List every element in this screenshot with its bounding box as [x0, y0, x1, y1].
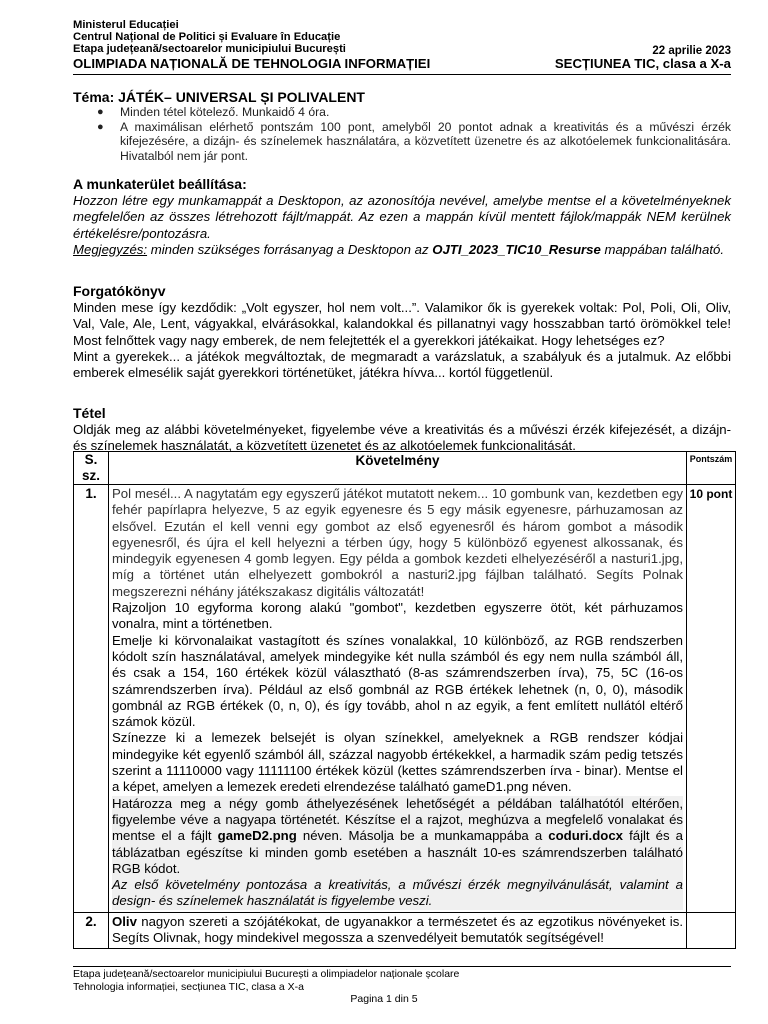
task-block: [73, 405, 731, 455]
requirement-paragraph: Emelje ki körvonalaikat vastagított és színes vonalakkal, 10 különböző, az RGB rendszerben kódolt szín használatával, amelyek mindegyike két nulla számból és egy nem nulla számból áll, és csak a 154, 160 értékek közül választható (8-as számrendszerben írva), 75, 5C (16-os számrendszerben írva). Például az első gombnál az RGB értékek lehetnek (n, 0, 0), második gombnál az RGB értékek (0, n, 0), és így tovább, ahol n az egyik, a fent említett nullától eltérő számok közül.: [112, 632, 683, 730]
setup-heading: A munkaterület beállítása:: [73, 176, 247, 192]
scoring-note: Az első követelmény pontozása a kreativitás, a művészi érzék megnyilvánulását, valamint a design- és színelemek használatát is figyelembe veszi.: [112, 877, 683, 909]
script-block: [73, 283, 731, 381]
exam-date: 22 aprilie 2023: [652, 45, 731, 57]
row-points: 10 pont: [687, 485, 736, 913]
footer-stage: Etapa județeană/sectoarelor municipiului București a olimpiadelor naționale școlare: [73, 968, 460, 980]
output-file-name: gameD2.png: [217, 828, 297, 844]
header-divider: [73, 74, 731, 75]
list-item: ● A maximálisan elérhető pontszám 100 pont, amelyből 20 pontot adnak a kreativitás és a művészi érzék kifejezésére, a dizájn- és színelemek használatára, a közvetített üzenetre és az alkotóelemek funkcionalitására. Hivatalból nem jár pont.: [97, 119, 731, 163]
table-row: [74, 485, 736, 913]
list-item: ● Minden tétel kötelező. Munkaidő 4 óra.: [97, 105, 330, 119]
center-line: Centrul Național de Politici și Evaluare în Educație: [73, 31, 341, 43]
table-row: [74, 912, 736, 949]
requirement-paragraph: Határozza meg a négy gomb áthelyezésének lehetőségét a példában találhatótól eltérően, figyelembe véve a nagyapa történetét. Készítse el a rajzot, meghúzva a megfelelő vonalakat és mentse el a fájlt gameD2.png néven. Másolja be a munkamappába a coduri.docx fájlt és a táblázatban egészítse ki minden gomb esetében a használt 10-es számrendszerben található RGB kódot.: [112, 795, 683, 876]
requirement-paragraph: Rajzoljon 10 egyforma korong alakú "gombot", kezdetben egyszerre ötöt, két párhuzamos vonalra, mint a történetben.: [112, 600, 683, 632]
requirement-paragraph: Pol mesél... A nagytatám egy egyszerű játékot mutatott nekem... 10 gombunk van, kezdetben egy fehér papírlapra helyezve, 5 az egyik egyenesre és 5 egy másik egyenesre, párhuzamosan az elsővel. Ezután el kell venni egy gombot az első egyenesről és három gombot a második egyenesről, és újra el kell helyezni a térben úgy, hogy 5 különböző egyenest alkossanak, és mindegyik egyenesen 4 gomb legyen. Egy példa a gombok kezdeti elhelyezéséről a nasturi1.jpg, míg a történet után elhelyezett gombokról a nasturi2.jpg fájlban található. Segíts Polnak megszerezni néhány játékszakasz digitális változatát!: [112, 486, 683, 599]
col-header-requirement: Követelmény: [109, 452, 687, 485]
setup-note: Megjegyzés: minden szükséges forrásanyag a Desktopon az OJTI_2023_TIC10_Resurse mappában található.: [73, 241, 725, 257]
input-file-name: coduri.docx: [548, 828, 623, 844]
row-number: 1.: [74, 485, 109, 913]
requirement-cell: Oliv nagyon szereti a szójátékokat, de ugyanakkor a természetet és az egzotikus növényeket is. Segíts Olivnak, hogy mindekivel megossza a szenvedélyeit bemutatók segítségével!: [109, 912, 687, 949]
task-text: Oldják meg az alábbi követelményeket, figyelembe véve a kreativitás és a művészi érzék kifejezését, a dizájn- és színelemek használatát, a közvetített üzenetet és az alkotóelemek funkcionalitását.: [73, 422, 731, 454]
note-label: Megjegyzés:: [73, 241, 148, 257]
setup-block: [73, 176, 731, 258]
footer-divider: [73, 966, 731, 967]
character-name: Oliv: [112, 913, 137, 929]
script-paragraph: Minden mese így kezdődik: „Volt egyszer, hol nem volt...”. Valamikor ők is gyerekek voltak: Pol, Poli, Oli, Oliv, Val, Vale, Ale, Lent, vágyakkal, elvárásokkal, kalandokkal és pillanatnyi vagy hosszabban tartó örömökkel tele! Most felnőttek vagy nagy emberek, de nem felejtették el a gyerekkori játékaikat. Hogy lehetséges ez?: [73, 300, 731, 348]
resource-folder-name: OJTI_2023_TIC10_Resurse: [432, 241, 601, 257]
requirement-paragraph: Színezze ki a lemezek belsejét is olyan színekkel, amelyeknek a RGB rendszer kódjai mindegyike két egyenlő számból áll, százzal nagyobb értékekkel, a harmadik szám pedig tetszés szerint a 11110000 vagy 11111100 értékek közül (kettes számrendszerben írva - binar). Mentse el a képet, amelyen a lemezek eredeti elrendezése található gameD1.png néven.: [112, 730, 683, 795]
ministry-line: Ministerul Educației: [73, 19, 179, 31]
theme-block: [73, 89, 731, 163]
page-number: Pagina 1 din 5: [350, 993, 418, 1005]
row-number: 2.: [74, 912, 109, 949]
theme-heading: [73, 89, 731, 105]
table-header-row: [74, 452, 736, 485]
olympiad-title: OLIMPIADA NAȚIONALĂ DE TEHNOLOGIA INFORMAȚIEI: [73, 56, 431, 71]
requirements-table: [73, 451, 736, 949]
row-points: [687, 912, 736, 949]
task-heading: Tétel: [73, 405, 106, 421]
bullet-icon: ●: [97, 120, 104, 133]
theme-title: JÁTÉK– UNIVERSAL ȘI POLIVALENT: [118, 89, 365, 105]
script-heading: Forgatókönyv: [73, 283, 166, 299]
setup-text: Hozzon létre egy munkamappát a Desktopon, az azonosítója nevével, amelybe mentse el a követelményeknek megfelelően az összes létrehozott fájlt/mappát. Az ezen a mappán kívül mentett fájlok/mappák NEM kerülnek értékelésre/pontozásra.: [73, 193, 731, 241]
bullet-icon: ●: [97, 106, 104, 118]
rules-list: [73, 105, 731, 163]
footer-subject: Tehnologia informației, secțiunea TIC, clasa a X-a: [73, 981, 304, 993]
requirement-cell: [109, 485, 687, 913]
stage-line: Etapa județeană/sectoarelor municipiului București: [73, 43, 346, 55]
script-paragraph: Mint a gyerekek... a játékok megváltoztak, de megmaradt a varázslatuk, a szabályuk és a jutalmuk. Az előbbi emberek elmesélik saját gyerekkori történetüket, játékra hívva... kortól függetlenül.: [73, 348, 731, 381]
col-header-points: Pontszám: [687, 452, 736, 485]
col-header-number: S. sz.: [74, 452, 109, 485]
theme-label: Téma:: [73, 89, 115, 105]
section-title: SECȚIUNEA TIC, clasa a X-a: [554, 56, 731, 71]
